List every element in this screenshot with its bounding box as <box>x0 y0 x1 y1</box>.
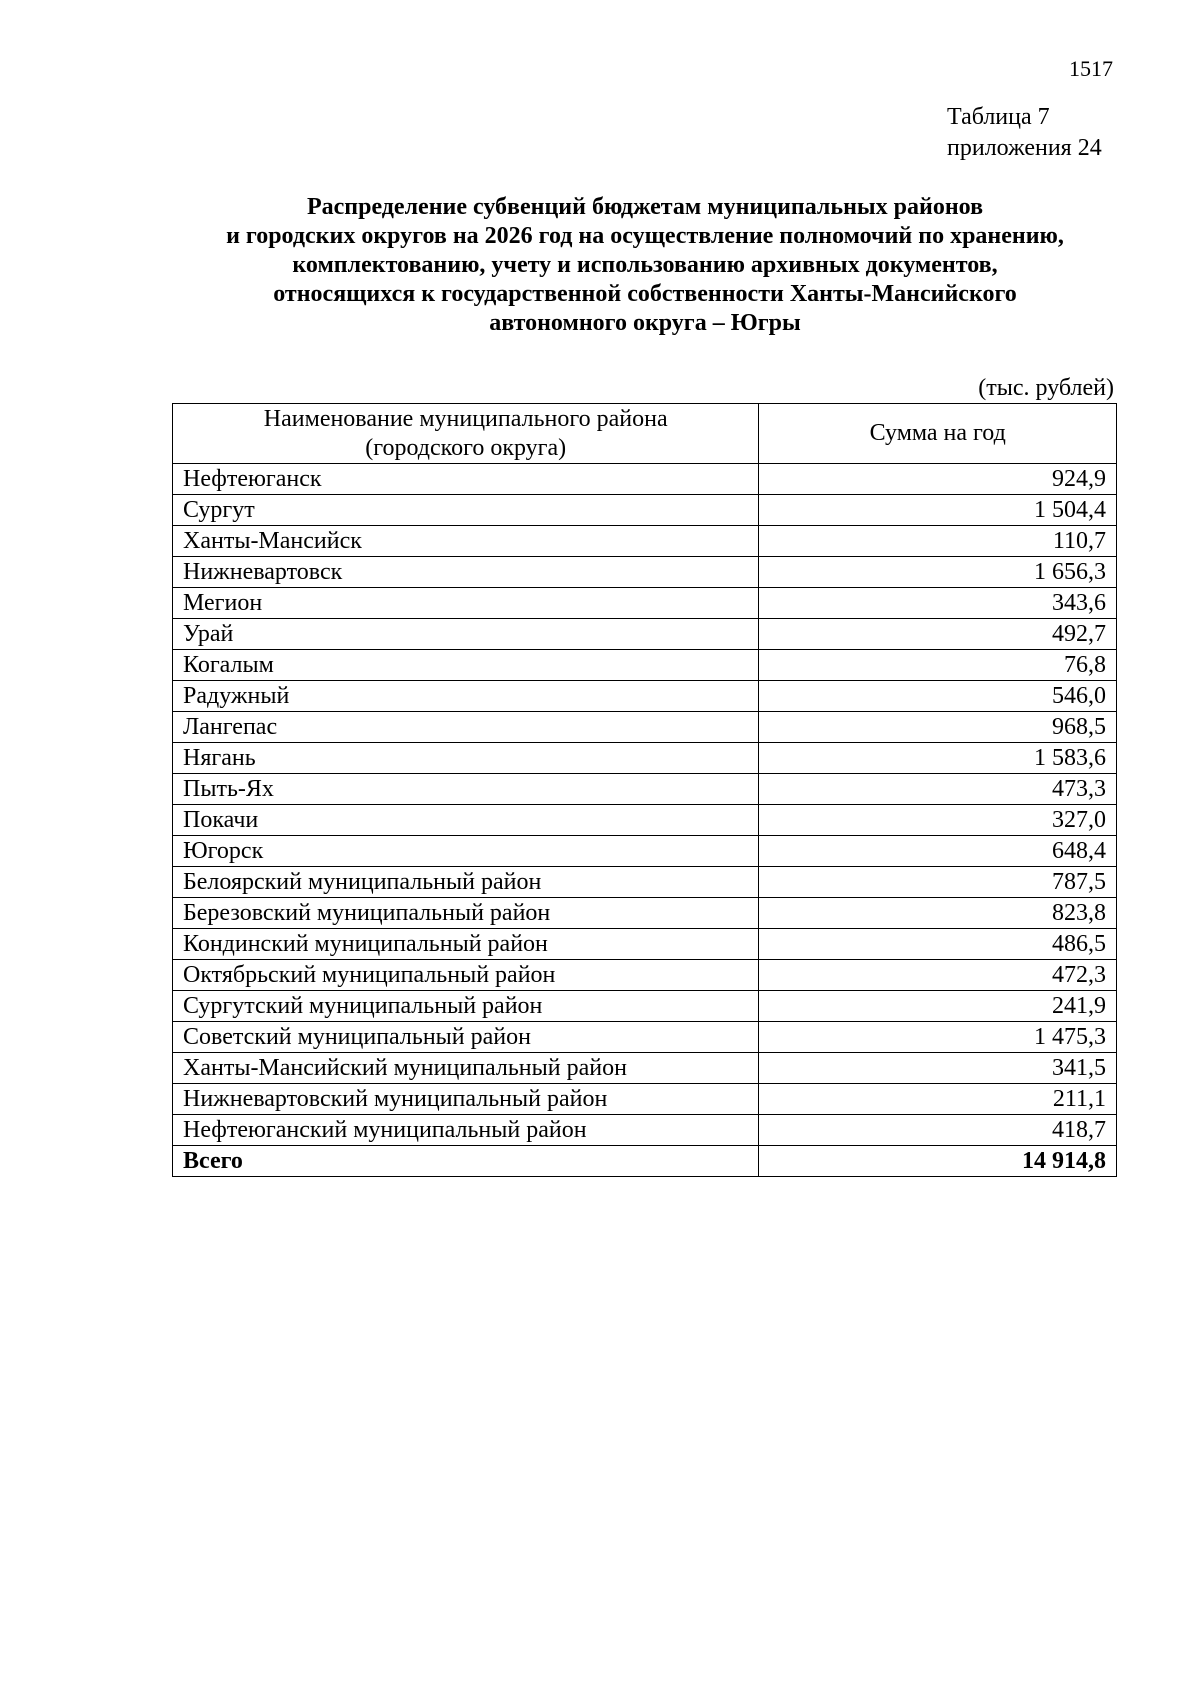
row-name: Урай <box>173 619 759 650</box>
table-row <box>173 867 1117 898</box>
table-reference-line: Таблица 7 <box>947 104 1050 130</box>
table-reference <box>947 102 1102 164</box>
row-name: Покачи <box>173 805 759 836</box>
table-row <box>173 464 1117 495</box>
row-name: Березовский муниципальный район <box>173 898 759 929</box>
units-label: (тыс. рублей) <box>978 375 1114 401</box>
row-name: Сургут <box>173 495 759 526</box>
row-name: Кондинский муниципальный район <box>173 929 759 960</box>
row-amount: 341,5 <box>759 1053 1117 1084</box>
row-amount: 1 475,3 <box>759 1022 1117 1053</box>
row-amount: 1 583,6 <box>759 743 1117 774</box>
table-header-row <box>173 404 1117 464</box>
row-name: Нефтеюганск <box>173 464 759 495</box>
table-row <box>173 1053 1117 1084</box>
title-line: относящихся к государственной собственности Ханты-Мансийского <box>273 281 1017 307</box>
row-name: Радужный <box>173 681 759 712</box>
row-name: Нефтеюганский муниципальный район <box>173 1115 759 1146</box>
row-amount: 241,9 <box>759 991 1117 1022</box>
table-row <box>173 557 1117 588</box>
row-amount: 787,5 <box>759 867 1117 898</box>
table-row <box>173 898 1117 929</box>
row-name: Ханты-Мансийский муниципальный район <box>173 1053 759 1084</box>
row-name: Когалым <box>173 650 759 681</box>
row-amount: 492,7 <box>759 619 1117 650</box>
header-name <box>173 404 759 464</box>
row-amount: 546,0 <box>759 681 1117 712</box>
subventions-table <box>172 403 1117 1177</box>
row-name: Советский муниципальный район <box>173 1022 759 1053</box>
row-amount: 472,3 <box>759 960 1117 991</box>
row-name: Нягань <box>173 743 759 774</box>
table-row <box>173 1084 1117 1115</box>
row-name: Лангепас <box>173 712 759 743</box>
row-name: Сургутский муниципальный район <box>173 991 759 1022</box>
table-row <box>173 526 1117 557</box>
table-row <box>173 960 1117 991</box>
title-line: комплектованию, учету и использованию архивных документов, <box>292 252 998 278</box>
table-row <box>173 774 1117 805</box>
page-number: 1517 <box>1069 56 1113 81</box>
row-name: Нижневартовский муниципальный район <box>173 1084 759 1115</box>
total-label: Всего <box>173 1146 759 1177</box>
row-amount: 1 656,3 <box>759 557 1117 588</box>
row-amount: 327,0 <box>759 805 1117 836</box>
row-name: Белоярский муниципальный район <box>173 867 759 898</box>
row-amount: 343,6 <box>759 588 1117 619</box>
row-name: Пыть-Ях <box>173 774 759 805</box>
title-line: Распределение субвенций бюджетам муниципальных районов <box>306 194 984 220</box>
table-row <box>173 681 1117 712</box>
table-reference-line: приложения 24 <box>947 135 1102 161</box>
row-amount: 1 504,4 <box>759 495 1117 526</box>
row-name: Ханты-Мансийск <box>173 526 759 557</box>
row-amount: 486,5 <box>759 929 1117 960</box>
table-row <box>173 495 1117 526</box>
row-amount: 110,7 <box>759 526 1117 557</box>
header-amount: Сумма на год <box>759 404 1117 464</box>
total-amount: 14 914,8 <box>759 1146 1117 1177</box>
table-row <box>173 929 1117 960</box>
table-row <box>173 619 1117 650</box>
table-row <box>173 743 1117 774</box>
table-row <box>173 588 1117 619</box>
row-amount: 823,8 <box>759 898 1117 929</box>
header-name-line: (городского округа) <box>365 434 567 461</box>
row-amount: 418,7 <box>759 1115 1117 1146</box>
row-amount: 968,5 <box>759 712 1117 743</box>
document-title <box>100 193 1190 338</box>
row-name: Нижневартовск <box>173 557 759 588</box>
table-row <box>173 805 1117 836</box>
table-row <box>173 1022 1117 1053</box>
row-amount: 648,4 <box>759 836 1117 867</box>
table-row <box>173 712 1117 743</box>
row-amount: 76,8 <box>759 650 1117 681</box>
row-amount: 211,1 <box>759 1084 1117 1115</box>
total-row <box>173 1146 1117 1177</box>
table-row <box>173 650 1117 681</box>
title-line: автономного округа – Югры <box>489 310 801 336</box>
header-name-line: Наименование муниципального района <box>263 405 668 432</box>
table-row <box>173 1115 1117 1146</box>
row-name: Югорск <box>173 836 759 867</box>
row-amount: 924,9 <box>759 464 1117 495</box>
table-row <box>173 991 1117 1022</box>
table-body <box>173 464 1117 1177</box>
title-line: и городских округов на 2026 год на осуществление полномочий по хранению, <box>226 223 1064 249</box>
row-name: Октябрьский муниципальный район <box>173 960 759 991</box>
table-row <box>173 836 1117 867</box>
row-amount: 473,3 <box>759 774 1117 805</box>
row-name: Мегион <box>173 588 759 619</box>
